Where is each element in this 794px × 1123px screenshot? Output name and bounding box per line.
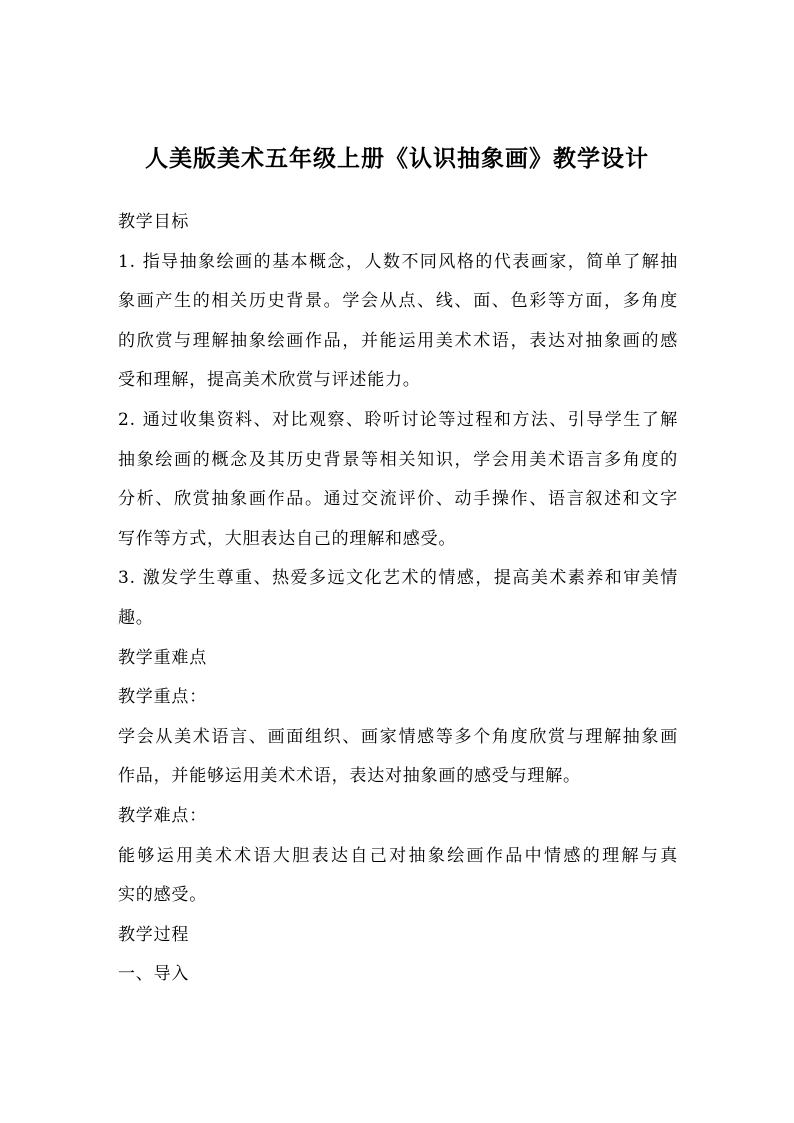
section-heading-objectives: 教学目标	[118, 212, 190, 232]
body-line: 受和理解，提高美术欣赏与评述能力。	[118, 370, 421, 391]
body-line: 2. 通过收集资料、对比观察、聆听讨论等过程和方法、引导学生了解	[118, 409, 678, 430]
section-heading-process: 教学过程	[118, 924, 190, 945]
body-line: 1. 指导抽象绘画的基本概念，人数不同风格的代表画家，简单了解抽	[118, 251, 678, 272]
body-line: 象画产生的相关历史背景。学会从点、线、面、色彩等方面，多角度	[118, 291, 678, 312]
page-title: 人美版美术五年级上册《认识抽象画》教学设计	[145, 146, 649, 172]
body-line: 作品，并能够运用美术术语，表达对抽象画的感受与理解。	[118, 766, 581, 787]
document-body	[118, 203, 678, 995]
body-line: 学会从美术语言、画面组织、画家情感等多个角度欣赏与理解抽象画	[118, 726, 678, 747]
body-line: 写作等方式，大胆表达自己的理解和感受。	[118, 528, 457, 549]
body-line: 的欣赏与理解抽象绘画作品，并能运用美术术语，表达对抽象画的感	[118, 330, 678, 351]
section-heading-key-points: 教学重难点	[118, 647, 207, 668]
body-line: 实的感受。	[118, 885, 207, 906]
body-line: 趣。	[118, 607, 154, 628]
body-line: 抽象绘画的概念及其历史背景等相关知识，学会用美术语言多角度的	[118, 449, 678, 470]
subheading-introduction: 一、导入	[118, 964, 190, 985]
body-line: 能够运用美术术语大胆表达自己对抽象绘画作品中情感的理解与真	[118, 845, 678, 866]
subheading-focus: 教学重点：	[118, 687, 207, 708]
body-line: 3. 激发学生尊重、热爱多远文化艺术的情感，提高美术素养和审美情	[118, 568, 678, 589]
body-line: 分析、欣赏抽象画作品。通过交流评价、动手操作、语言叙述和文字	[118, 489, 678, 510]
subheading-difficulty: 教学难点：	[118, 805, 207, 826]
